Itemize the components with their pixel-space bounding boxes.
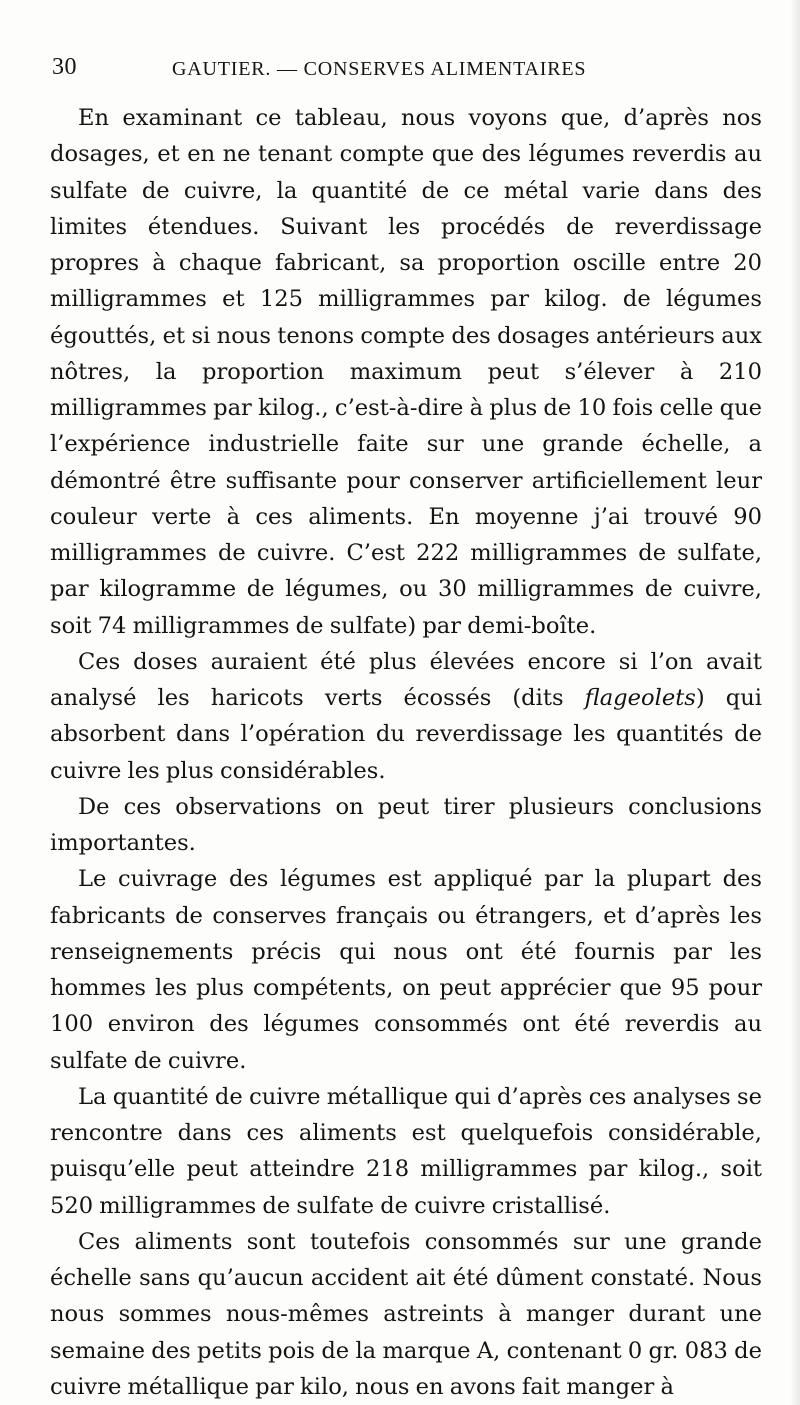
paragraph-2-text-end: ) qui absorbent dans l’opération du reverdissage les quantités de cuivre les plus considérables. (50, 685, 763, 784)
body-text (50, 100, 762, 1405)
paragraph-6: Ces aliments sont toutefois consommés sur une grande échelle sans qu’aucun accident ait été dûment constaté. Nous nous sommes nous-mêmes astreints à manger durant une semaine des petits pois de la marque A, contenant 0 gr. 083 de cuivre métallique par kilo, nous en avons fait manger à (50, 1228, 762, 1400)
running-head: GAUTIER. — CONSERVES ALIMENTAIRES (172, 58, 587, 80)
flageolets-term: flageolets (584, 685, 696, 711)
page-number: 30 (52, 54, 77, 80)
paragraph-1: En examinant ce tableau, nous voyons que, d’après nos dosages, et en ne tenant compte que des légumes reverdis au sulfate de cuivre, la quantité de ce métal varie dans des limites étendues. Suivant les procédés de reverdissage propres à chaque fabricant, sa proportion oscille entre 20 milligrammes et 125 milligrammes par kilog. de légumes égouttés, et si nous tenons compte des dosages antérieurs aux nôtres, la proportion maximum peut s’élever à 210 milligrammes par kilog., c’est-à-dire à plus de 10 fois celle que l’expérience industrielle faite sur une grande échelle, a démontré être suffisante pour conserver artificiellement leur couleur verte à ces aliments. En moyenne j’ai trouvé 90 milligrammes de cuivre. C’est 222 milligrammes de sulfate, par kilogramme de légumes, ou 30 milligrammes de cuivre, soit 74 milligrammes de sulfate) par demi-boîte. (50, 105, 762, 639)
page-edge-shadow (790, 0, 800, 1405)
paragraph-5: La quantité de cuivre métallique qui d’après ces analyses se rencontre dans ces aliments est quelquefois considérable, puisqu’elle peut atteindre 218 milligrammes par kilog., soit 520 milligrammes de sulfate de cuivre cristallisé. (50, 1083, 762, 1219)
paragraph-2-text-start: Ces doses auraient été plus élevées encore si l’on avait analysé les haricots verts écossés (dits (50, 648, 762, 711)
page-header (52, 54, 752, 90)
paragraph-3: De ces observations on peut tirer plusieurs conclusions importantes. (50, 793, 762, 856)
paragraph-2 (50, 644, 762, 789)
paragraph-4: Le cuivrage des légumes est appliqué par la plupart des fabricants de conserves français ou étrangers, et d’après les renseignements précis qui nous ont été fournis par les hommes les plus compétents, on peut apprécier que 95 pour 100 environ des légumes consommés ont été reverdis au sulfate de cuivre. (50, 866, 762, 1074)
